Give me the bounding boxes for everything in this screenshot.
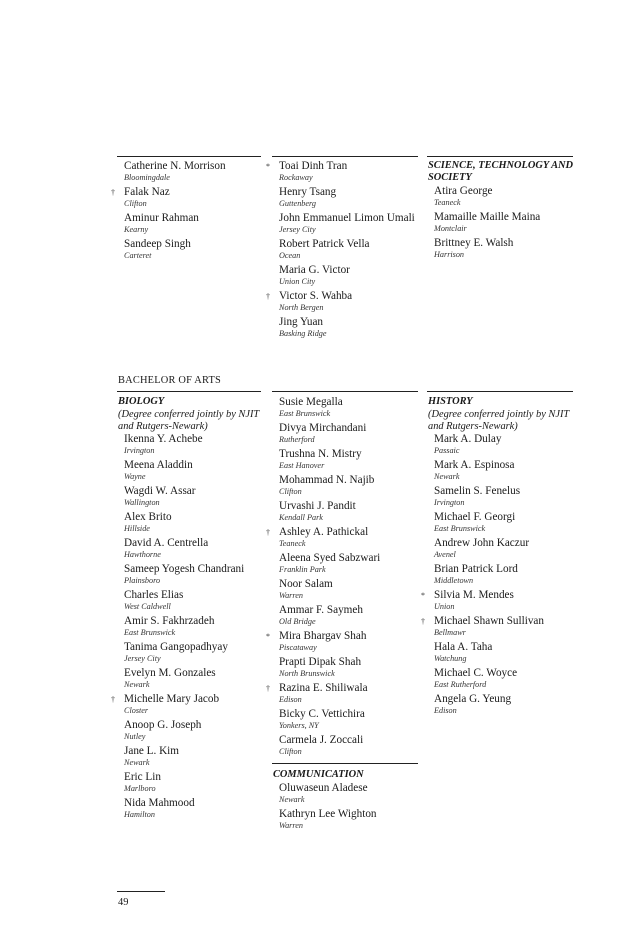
graduate-name: Anoop G. Joseph — [124, 719, 202, 731]
graduate-entry — [111, 186, 264, 209]
graduate-entry — [118, 160, 264, 183]
graduate-name: Evelyn M. Gonzales — [124, 667, 216, 679]
graduate-hometown: Clifton — [279, 747, 302, 756]
graduate-name: Aleena Syed Sabzwari — [279, 552, 381, 564]
graduate-entry — [118, 485, 268, 508]
graduate-entry — [118, 589, 268, 612]
graduate-hometown: Franklin Park — [279, 565, 326, 574]
graduate-hometown: Montclair — [434, 224, 467, 233]
graduate-hometown: East Brunswick — [279, 409, 331, 418]
graduate-entry — [428, 537, 574, 560]
graduate-entry — [273, 708, 419, 731]
graduate-hometown: Watchung — [434, 654, 467, 663]
graduate-name: David A. Centrella — [124, 537, 209, 549]
graduate-hometown: East Rutherford — [434, 680, 487, 689]
graduate-name: Prapti Dipak Shah — [279, 656, 362, 668]
graduate-hometown: Nutley — [124, 732, 146, 741]
graduate-name: Falak Naz — [124, 186, 170, 198]
graduate-name: Susie Megalla — [279, 396, 343, 408]
graduate-name: Robert Patrick Vella — [279, 238, 370, 250]
graduate-name: Toai Dinh Tran — [279, 160, 348, 172]
graduate-name: Kathryn Lee Wighton — [279, 808, 377, 820]
graduate-name: Angela G. Yeung — [434, 693, 512, 705]
graduate-entry — [428, 511, 574, 534]
honors-mark: * — [266, 632, 270, 641]
graduate-name: Urvashi J. Pandit — [279, 500, 356, 512]
graduate-name: John Emmanuel Limon Umali — [279, 212, 415, 224]
top-column-1 — [111, 160, 264, 264]
bottom-rule-col3 — [427, 391, 573, 392]
graduate-entry — [118, 771, 268, 794]
graduate-hometown: Edison — [434, 706, 457, 715]
graduate-hometown: Harrison — [434, 250, 465, 259]
graduate-name: Carmela J. Zoccali — [279, 734, 364, 746]
graduate-hometown: Hamilton — [124, 810, 155, 819]
graduate-name: Razina E. Shiliwala — [279, 682, 368, 694]
graduate-name: Oluwaseun Aladese — [279, 782, 368, 794]
graduate-hometown: Rutherford — [279, 435, 315, 444]
bottom-column-3 — [421, 396, 574, 719]
graduate-entry — [266, 630, 419, 653]
graduate-hometown: Yonkers, NY — [279, 721, 319, 730]
graduate-hometown: Rockaway — [279, 173, 313, 182]
graduate-name: Jane L. Kim — [124, 745, 179, 757]
graduate-name: Brian Patrick Lord — [434, 563, 518, 575]
footer-rule — [117, 891, 165, 892]
top-rule-col3 — [427, 156, 573, 157]
graduate-name: Michael Shawn Sullivan — [434, 615, 544, 627]
graduate-entry — [118, 433, 268, 456]
graduate-hometown: Carteret — [124, 251, 152, 260]
graduate-hometown: East Brunswick — [434, 524, 486, 533]
bottom-rule-col2 — [272, 391, 418, 392]
graduate-entry — [273, 212, 433, 235]
graduate-hometown: Wallington — [124, 498, 160, 507]
graduate-name: Nida Mahmood — [124, 797, 195, 809]
dept-heading-biology: BIOLOGY — [118, 396, 165, 407]
graduate-name: Tanima Gangopadhyay — [124, 641, 228, 653]
graduate-entry — [273, 500, 419, 523]
graduate-name: Silvia M. Mendes — [434, 589, 514, 601]
graduate-name: Maria G. Victor — [279, 264, 350, 276]
graduate-entry — [428, 211, 574, 234]
graduate-name: Noor Salam — [279, 578, 333, 590]
graduate-name: Michael F. Georgi — [434, 511, 516, 523]
graduate-hometown: Bloomingdale — [124, 173, 170, 182]
graduate-entry — [118, 212, 264, 235]
graduate-name: Atira George — [434, 185, 493, 197]
graduate-entry — [111, 693, 268, 716]
dept-note-biology: (Degree conferred jointly by NJIT and Rutgers-Newark) — [118, 409, 260, 432]
honors-mark: † — [111, 695, 115, 704]
graduate-name: Brittney E. Walsh — [434, 237, 514, 249]
graduate-entry — [118, 667, 268, 690]
graduate-hometown: Warren — [279, 821, 303, 830]
graduate-name: Michael C. Woyce — [434, 667, 518, 679]
graduate-name: Sandeep Singh — [124, 238, 191, 250]
graduate-name: Michelle Mary Jacob — [124, 693, 220, 705]
graduate-entry — [266, 526, 419, 549]
graduate-hometown: North Brunswick — [279, 669, 335, 678]
graduate-entry — [273, 264, 433, 287]
graduate-name: Ammar F. Saymeh — [279, 604, 363, 616]
graduate-entry — [118, 641, 268, 664]
graduate-hometown: Edison — [279, 695, 302, 704]
graduate-name: Andrew John Kaczur — [434, 537, 530, 549]
graduate-entry — [428, 433, 574, 456]
graduate-hometown: Clifton — [279, 487, 302, 496]
dept-note-history: (Degree conferred jointly by NJIT and Rutgers-Newark) — [428, 409, 570, 432]
graduate-name: Mamaille Maille Maina — [434, 211, 541, 223]
graduate-entry — [266, 290, 433, 313]
graduate-entry — [266, 682, 419, 705]
graduate-hometown: North Bergen — [279, 303, 324, 312]
graduate-entry — [421, 589, 574, 612]
graduate-name: Charles Elias — [124, 589, 184, 601]
graduate-name: Jing Yuan — [279, 316, 324, 328]
graduate-hometown: Marlboro — [124, 784, 156, 793]
graduate-entry — [273, 578, 419, 601]
top-column-2 — [266, 160, 433, 342]
graduate-name: Mark A. Dulay — [434, 433, 502, 445]
graduate-entry — [273, 186, 433, 209]
graduate-entry — [273, 808, 419, 831]
graduate-hometown: Middletown — [434, 576, 474, 585]
graduate-entry — [273, 316, 433, 339]
honors-mark: * — [266, 162, 270, 171]
bottom-column-2 — [266, 396, 419, 834]
graduate-hometown: Union — [434, 602, 455, 611]
graduate-name: Alex Brito — [124, 511, 172, 523]
graduate-entry — [118, 238, 264, 261]
graduate-hometown: Hawthorne — [124, 550, 161, 559]
communication-rule — [272, 763, 418, 764]
graduate-entry — [428, 693, 574, 716]
graduate-entry — [273, 422, 419, 445]
graduate-name: Bicky C. Vettichira — [279, 708, 365, 720]
graduate-entry — [273, 448, 419, 471]
graduate-entry — [273, 238, 433, 261]
graduate-entry — [118, 511, 268, 534]
graduate-entry — [273, 782, 419, 805]
top-rule-col2 — [272, 156, 418, 157]
graduate-entry — [273, 604, 419, 627]
graduate-entry — [266, 160, 433, 183]
graduate-entry — [118, 615, 268, 638]
graduate-hometown: Ocean — [279, 251, 301, 260]
graduate-hometown: Piscataway — [279, 643, 317, 652]
page-number: 49 — [118, 897, 129, 908]
graduate-name: Ashley A. Pathickal — [279, 526, 369, 538]
graduate-hometown: Irvington — [124, 446, 155, 455]
graduate-hometown: Irvington — [434, 498, 465, 507]
graduate-name: Aminur Rahman — [124, 212, 199, 224]
graduate-name: Mira Bhargav Shah — [279, 630, 367, 642]
graduate-hometown: West Caldwell — [124, 602, 171, 611]
graduate-name: Mohammad N. Najib — [279, 474, 375, 486]
graduate-name: Hala A. Taha — [434, 641, 493, 653]
graduate-entry — [118, 563, 268, 586]
graduate-name: Henry Tsang — [279, 186, 337, 198]
honors-mark: † — [111, 188, 115, 197]
graduate-hometown: East Brunswick — [124, 628, 176, 637]
graduate-hometown: Hillside — [124, 524, 150, 533]
graduate-hometown: Newark — [124, 758, 150, 767]
graduate-hometown: Teaneck — [279, 539, 306, 548]
graduate-entry — [273, 396, 419, 419]
honors-mark: † — [266, 292, 270, 301]
graduate-entry — [118, 537, 268, 560]
graduate-hometown: Teaneck — [434, 198, 461, 207]
graduate-hometown: Kearny — [124, 225, 149, 234]
honors-mark: † — [266, 684, 270, 693]
honors-mark: † — [266, 528, 270, 537]
graduate-hometown: Warren — [279, 591, 303, 600]
graduate-hometown: Jersey City — [279, 225, 316, 234]
graduate-entry — [273, 552, 419, 575]
graduate-hometown: Union City — [279, 277, 316, 286]
top-rule-col1 — [117, 156, 261, 157]
graduate-entry — [118, 745, 268, 768]
graduate-name: Mark A. Espinosa — [434, 459, 515, 471]
dept-heading-history: HISTORY — [428, 396, 473, 407]
graduate-name: Victor S. Wahba — [279, 290, 353, 302]
graduate-entry — [273, 734, 419, 757]
graduate-name: Wagdi W. Assar — [124, 485, 196, 497]
graduate-entry — [118, 719, 268, 742]
graduate-hometown: Wayne — [124, 472, 146, 481]
graduate-hometown: Basking Ridge — [279, 329, 327, 338]
graduate-entry — [273, 656, 419, 679]
graduate-hometown: East Hanover — [279, 461, 325, 470]
graduate-name: Samelin S. Fenelus — [434, 485, 521, 497]
graduate-name: Ikenna Y. Achebe — [124, 433, 203, 445]
honors-mark: † — [421, 617, 425, 626]
graduate-entry — [118, 797, 268, 820]
bottom-rule-col1 — [117, 391, 261, 392]
graduate-name: Eric Lin — [124, 771, 161, 783]
graduate-entry — [428, 459, 574, 482]
graduate-entry — [118, 459, 268, 482]
section-title: BACHELOR OF ARTS — [118, 375, 222, 386]
dept-heading-communication: COMMUNICATION — [273, 769, 364, 780]
top-column-3 — [428, 160, 574, 263]
graduate-name: Trushna N. Mistry — [279, 448, 362, 460]
graduate-entry — [273, 474, 419, 497]
graduate-hometown: Avenel — [434, 550, 456, 559]
honors-mark: * — [421, 591, 425, 600]
graduate-hometown: Closter — [124, 706, 149, 715]
graduate-entry — [428, 237, 574, 260]
dept-heading-sts: SCIENCE, TECHNOLOGY AND SOCIETY — [428, 160, 574, 183]
graduate-entry — [428, 563, 574, 586]
graduate-hometown: Clifton — [124, 199, 147, 208]
graduate-hometown: Old Bridge — [279, 617, 316, 626]
graduate-entry — [428, 185, 574, 208]
graduate-entry — [421, 615, 574, 638]
graduate-name: Meena Aladdin — [124, 459, 193, 471]
graduate-hometown: Jersey City — [124, 654, 161, 663]
graduate-hometown: Newark — [279, 795, 305, 804]
graduate-hometown: Guttenberg — [279, 199, 316, 208]
graduate-name: Divya Mirchandani — [279, 422, 367, 434]
graduate-name: Sameep Yogesh Chandrani — [124, 563, 245, 575]
graduate-hometown: Bellmawr — [434, 628, 466, 637]
graduate-hometown: Kendall Park — [279, 513, 323, 522]
graduate-hometown: Passaic — [434, 446, 460, 455]
graduate-name: Amir S. Fakhrzadeh — [124, 615, 215, 627]
graduate-name: Catherine N. Morrison — [124, 160, 226, 172]
graduate-hometown: Newark — [124, 680, 150, 689]
graduate-entry — [428, 485, 574, 508]
graduate-hometown: Newark — [434, 472, 460, 481]
bottom-column-1 — [111, 396, 268, 823]
graduate-entry — [428, 641, 574, 664]
graduate-hometown: Plainsboro — [124, 576, 161, 585]
graduate-entry — [428, 667, 574, 690]
